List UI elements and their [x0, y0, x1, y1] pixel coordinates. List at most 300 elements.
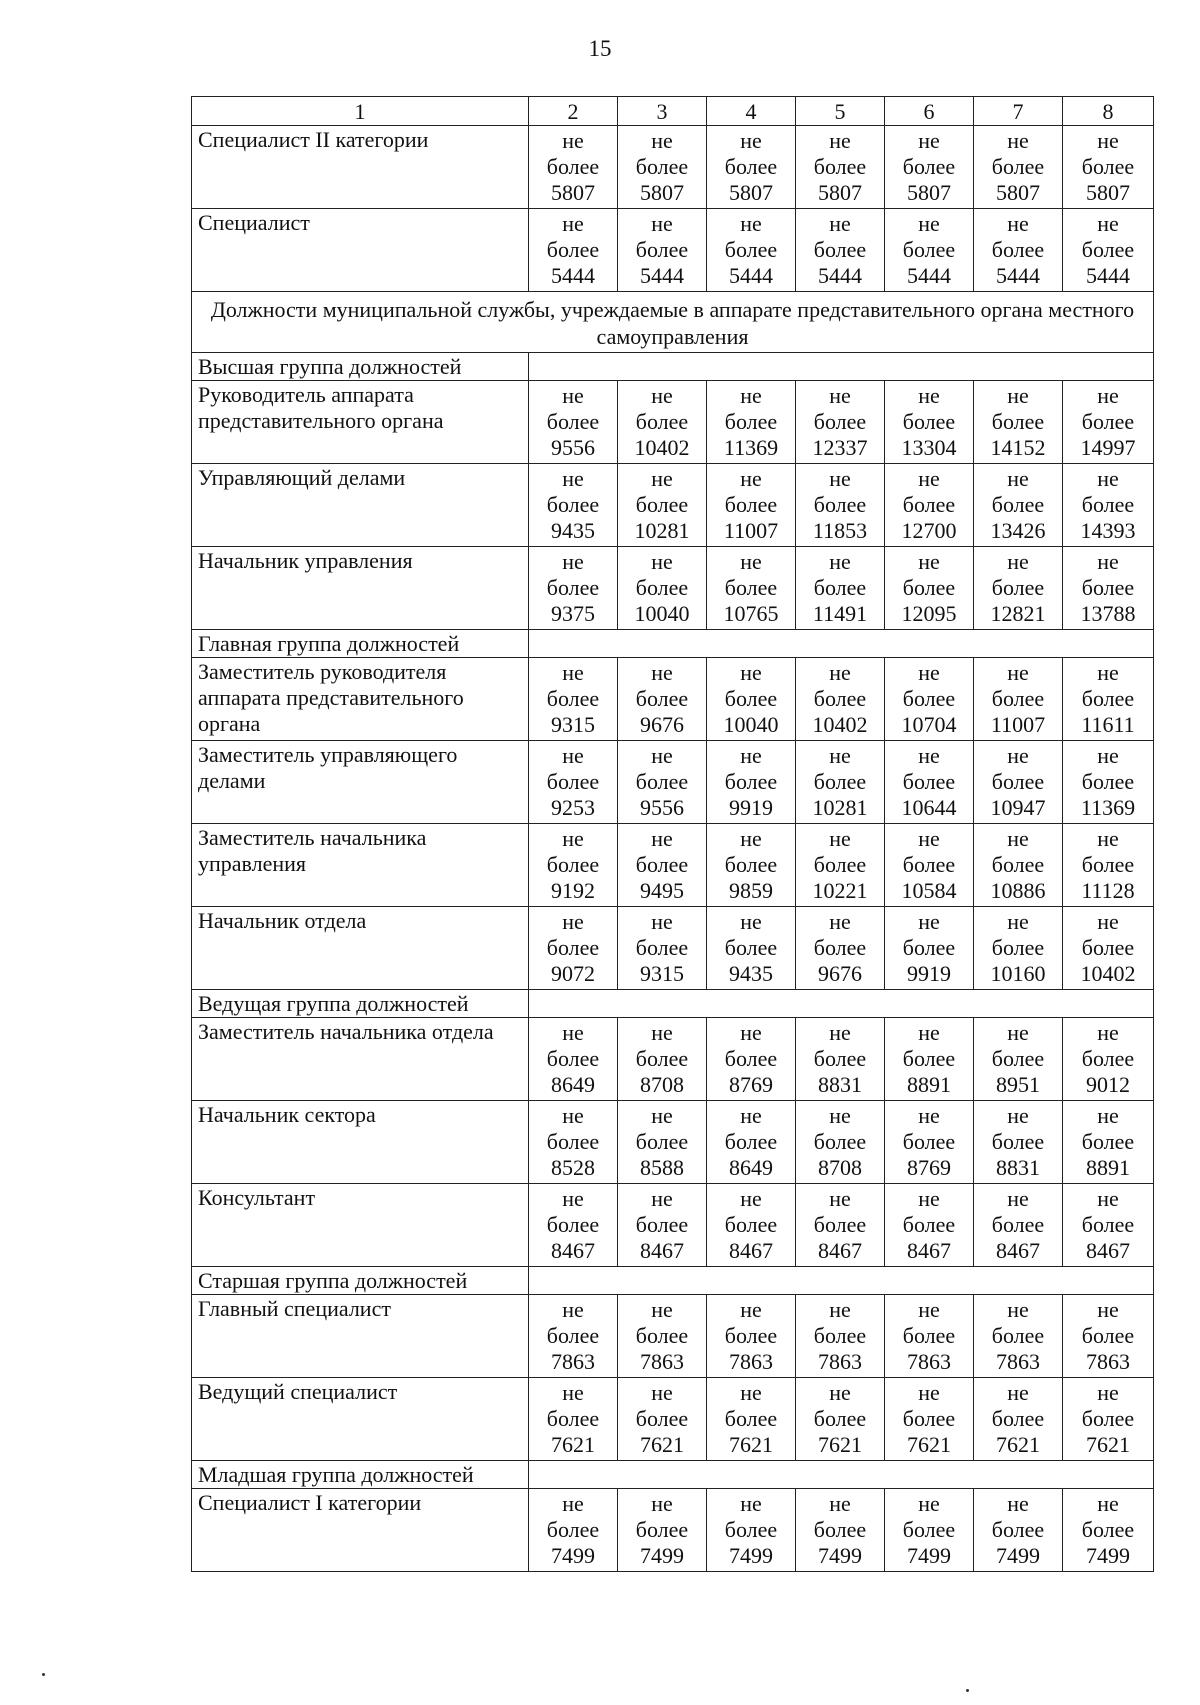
- salary-value: 7499: [907, 1543, 951, 1568]
- salary-cell: [974, 907, 1063, 990]
- salary-cell: [885, 1489, 974, 1572]
- salary-cell: [885, 1295, 974, 1378]
- prefix-bolee: более: [1081, 769, 1135, 794]
- salary-value: 8831: [818, 1072, 862, 1097]
- salary-cell: [529, 464, 618, 547]
- prefix-ne: не: [1097, 743, 1119, 768]
- prefix-ne: не: [1007, 211, 1029, 236]
- salary-value: 7863: [996, 1349, 1040, 1374]
- salary-value: 14393: [1080, 518, 1136, 543]
- prefix-bolee: более: [724, 1517, 778, 1542]
- position-title: Управляющий делами: [192, 464, 529, 547]
- prefix-ne: не: [562, 1297, 584, 1322]
- salary-cell: [1063, 824, 1154, 907]
- prefix-bolee: более: [635, 409, 689, 434]
- prefix-ne: не: [651, 909, 673, 934]
- table-row: [192, 1184, 1154, 1267]
- salary-value: 10644: [901, 795, 957, 820]
- header-cell: 4: [707, 97, 796, 126]
- salary-value: 12095: [901, 601, 957, 626]
- salary-value: 7621: [1086, 1432, 1130, 1457]
- prefix-bolee: более: [546, 1323, 600, 1348]
- salary-value: 9556: [551, 435, 595, 460]
- salary-cell: [885, 1378, 974, 1461]
- salary-value: 10040: [723, 712, 779, 737]
- prefix-ne: не: [562, 1186, 584, 1211]
- table-row: [192, 907, 1154, 990]
- prefix-bolee: более: [724, 935, 778, 960]
- salary-cell: [796, 126, 885, 209]
- position-title: Специалист: [192, 209, 529, 292]
- prefix-bolee: более: [546, 237, 600, 262]
- prefix-bolee: более: [635, 1517, 689, 1542]
- salary-cell: [974, 1489, 1063, 1572]
- salary-value: 5807: [996, 180, 1040, 205]
- prefix-bolee: более: [991, 769, 1045, 794]
- prefix-bolee: более: [902, 237, 956, 262]
- salary-cell: [618, 1018, 707, 1101]
- prefix-bolee: более: [991, 492, 1045, 517]
- prefix-ne: не: [918, 1297, 940, 1322]
- empty-cell: [529, 353, 1154, 381]
- prefix-bolee: более: [724, 1323, 778, 1348]
- empty-cell: [529, 1267, 1154, 1295]
- prefix-ne: не: [740, 1020, 762, 1045]
- salary-cell: [885, 381, 974, 464]
- prefix-bolee: более: [902, 1046, 956, 1071]
- salary-value: 5807: [640, 180, 684, 205]
- salary-cell: [796, 209, 885, 292]
- header-row: [192, 97, 1154, 126]
- salary-cell: [1063, 1018, 1154, 1101]
- prefix-ne: не: [1097, 909, 1119, 934]
- salary-cell: [707, 907, 796, 990]
- salary-value: 8467: [907, 1238, 951, 1263]
- salary-cell: [618, 381, 707, 464]
- salary-value: 7863: [551, 1349, 595, 1374]
- prefix-bolee: более: [813, 852, 867, 877]
- salary-value: 10765: [723, 601, 779, 626]
- salary-value: 7621: [640, 1432, 684, 1457]
- table-row: [192, 1489, 1154, 1572]
- salary-value: 8951: [996, 1072, 1040, 1097]
- salary-value: 10947: [990, 795, 1046, 820]
- section-row: [192, 292, 1154, 353]
- salary-cell: [885, 209, 974, 292]
- salary-cell: [885, 1184, 974, 1267]
- salary-value: 7499: [1086, 1543, 1130, 1568]
- prefix-bolee: более: [902, 154, 956, 179]
- prefix-bolee: более: [546, 154, 600, 179]
- salary-value: 8588: [640, 1155, 684, 1180]
- prefix-bolee: более: [1081, 154, 1135, 179]
- salary-cell: [796, 907, 885, 990]
- prefix-ne: не: [651, 466, 673, 491]
- prefix-bolee: более: [991, 409, 1045, 434]
- prefix-ne: не: [1097, 1186, 1119, 1211]
- salary-value: 7621: [551, 1432, 595, 1457]
- prefix-bolee: более: [902, 935, 956, 960]
- salary-cell: [796, 381, 885, 464]
- prefix-bolee: более: [724, 1046, 778, 1071]
- prefix-bolee: более: [813, 1406, 867, 1431]
- prefix-ne: не: [651, 660, 673, 685]
- prefix-ne: не: [651, 1103, 673, 1128]
- prefix-ne: не: [829, 128, 851, 153]
- prefix-ne: не: [562, 1380, 584, 1405]
- salary-value: 9919: [729, 795, 773, 820]
- salary-cell: [974, 1184, 1063, 1267]
- prefix-ne: не: [1007, 466, 1029, 491]
- salary-cell: [796, 464, 885, 547]
- prefix-ne: не: [740, 1186, 762, 1211]
- salary-value: 7863: [640, 1349, 684, 1374]
- table-row: [192, 658, 1154, 741]
- position-title: Специалист II категории: [192, 126, 529, 209]
- prefix-ne: не: [829, 826, 851, 851]
- prefix-ne: не: [740, 1491, 762, 1516]
- salary-cell: [618, 126, 707, 209]
- salary-cell: [529, 1184, 618, 1267]
- prefix-ne: не: [829, 1186, 851, 1211]
- prefix-ne: не: [829, 1380, 851, 1405]
- salary-value: 12337: [812, 435, 868, 460]
- salary-cell: [707, 209, 796, 292]
- salary-value: 11007: [723, 518, 779, 543]
- salary-value: 9859: [729, 878, 773, 903]
- prefix-bolee: более: [635, 935, 689, 960]
- salary-value: 7621: [996, 1432, 1040, 1457]
- scan-speck: [42, 1673, 45, 1676]
- group-title: Младшая группа должностей: [192, 1461, 529, 1489]
- salary-value: 5807: [818, 180, 862, 205]
- salary-cell: [529, 381, 618, 464]
- salary-value: 9012: [1086, 1072, 1130, 1097]
- prefix-ne: не: [562, 909, 584, 934]
- prefix-bolee: более: [991, 935, 1045, 960]
- salary-cell: [1063, 464, 1154, 547]
- prefix-ne: не: [1097, 383, 1119, 408]
- prefix-ne: не: [918, 383, 940, 408]
- empty-cell: [529, 990, 1154, 1018]
- salary-value: 8831: [996, 1155, 1040, 1180]
- salary-cell: [885, 741, 974, 824]
- prefix-ne: не: [651, 1491, 673, 1516]
- prefix-bolee: более: [635, 237, 689, 262]
- salary-cell: [707, 1018, 796, 1101]
- position-title: Заместитель начальника отдела: [192, 1018, 529, 1101]
- table-row: [192, 547, 1154, 630]
- salary-cell: [1063, 381, 1154, 464]
- prefix-bolee: более: [902, 852, 956, 877]
- prefix-bolee: более: [1081, 409, 1135, 434]
- salary-cell: [529, 824, 618, 907]
- salary-cell: [707, 1378, 796, 1461]
- prefix-bolee: более: [724, 1406, 778, 1431]
- section-title: Должности муниципальной службы, учреждаемые в аппарате представительного органа местного самоуправления: [192, 292, 1154, 353]
- salary-cell: [974, 1018, 1063, 1101]
- prefix-ne: не: [1007, 383, 1029, 408]
- salary-cell: [529, 1489, 618, 1572]
- prefix-bolee: более: [635, 154, 689, 179]
- prefix-bolee: более: [991, 1406, 1045, 1431]
- salary-value: 13304: [901, 435, 957, 460]
- prefix-bolee: более: [1081, 1212, 1135, 1237]
- salary-value: 8891: [1086, 1155, 1130, 1180]
- salary-cell: [529, 658, 618, 741]
- salary-value: 8467: [996, 1238, 1040, 1263]
- prefix-ne: не: [829, 466, 851, 491]
- salary-value: 9919: [907, 961, 951, 986]
- prefix-ne: не: [1097, 211, 1119, 236]
- prefix-bolee: более: [546, 1212, 600, 1237]
- salary-value: 8649: [551, 1072, 595, 1097]
- prefix-ne: не: [918, 1186, 940, 1211]
- prefix-ne: не: [740, 909, 762, 934]
- prefix-ne: не: [1097, 1491, 1119, 1516]
- salary-cell: [707, 1101, 796, 1184]
- salary-value: 7621: [818, 1432, 862, 1457]
- salary-value: 9192: [551, 878, 595, 903]
- prefix-ne: не: [918, 660, 940, 685]
- prefix-bolee: более: [813, 769, 867, 794]
- salary-cell: [529, 1295, 618, 1378]
- prefix-bolee: более: [902, 1212, 956, 1237]
- salary-value: 9556: [640, 795, 684, 820]
- prefix-ne: не: [651, 1297, 673, 1322]
- prefix-bolee: более: [902, 409, 956, 434]
- salary-cell: [1063, 1101, 1154, 1184]
- salary-cell: [974, 1101, 1063, 1184]
- prefix-ne: не: [740, 743, 762, 768]
- salary-value: 9375: [551, 601, 595, 626]
- salary-value: 8708: [640, 1072, 684, 1097]
- salary-cell: [1063, 658, 1154, 741]
- salary-value: 7499: [729, 1543, 773, 1568]
- prefix-ne: не: [1007, 1186, 1029, 1211]
- prefix-bolee: более: [902, 686, 956, 711]
- prefix-bolee: более: [813, 686, 867, 711]
- position-title: Главный специалист: [192, 1295, 529, 1378]
- salary-value: 10886: [990, 878, 1046, 903]
- prefix-bolee: более: [991, 1046, 1045, 1071]
- prefix-ne: не: [829, 383, 851, 408]
- salary-cell: [796, 741, 885, 824]
- salary-value: 10704: [901, 712, 957, 737]
- table-row: [192, 1295, 1154, 1378]
- prefix-ne: не: [918, 549, 940, 574]
- prefix-bolee: более: [635, 1046, 689, 1071]
- prefix-bolee: более: [1081, 575, 1135, 600]
- salary-value: 7621: [907, 1432, 951, 1457]
- salary-value: 5807: [729, 180, 773, 205]
- salary-cell: [885, 547, 974, 630]
- prefix-ne: не: [829, 1103, 851, 1128]
- salary-cell: [974, 1378, 1063, 1461]
- header-cell: 3: [618, 97, 707, 126]
- prefix-bolee: более: [902, 575, 956, 600]
- header-cell: 5: [796, 97, 885, 126]
- salary-cell: [885, 1018, 974, 1101]
- prefix-ne: не: [829, 660, 851, 685]
- prefix-ne: не: [740, 826, 762, 851]
- salary-value: 5444: [996, 263, 1040, 288]
- prefix-ne: не: [1007, 909, 1029, 934]
- prefix-bolee: более: [724, 409, 778, 434]
- page-number: 15: [588, 36, 612, 61]
- salary-value: 7863: [818, 1349, 862, 1374]
- prefix-ne: не: [829, 1020, 851, 1045]
- prefix-ne: не: [918, 1020, 940, 1045]
- salary-value: 9676: [818, 961, 862, 986]
- prefix-bolee: более: [813, 409, 867, 434]
- prefix-bolee: более: [635, 1406, 689, 1431]
- salary-value: 13788: [1080, 601, 1136, 626]
- prefix-ne: не: [562, 1491, 584, 1516]
- salary-cell: [796, 1101, 885, 1184]
- prefix-ne: не: [1097, 549, 1119, 574]
- salary-value: 5807: [551, 180, 595, 205]
- prefix-bolee: более: [1081, 237, 1135, 262]
- prefix-ne: не: [1007, 826, 1029, 851]
- salary-cell: [529, 1018, 618, 1101]
- prefix-ne: не: [651, 826, 673, 851]
- salary-cell: [1063, 741, 1154, 824]
- prefix-ne: не: [651, 128, 673, 153]
- salary-value: 9315: [640, 961, 684, 986]
- salary-value: 12821: [990, 601, 1046, 626]
- salary-value: 10281: [634, 518, 690, 543]
- salary-cell: [974, 547, 1063, 630]
- salary-value: 9435: [729, 961, 773, 986]
- empty-cell: [529, 630, 1154, 658]
- prefix-bolee: более: [635, 852, 689, 877]
- salary-value: 8467: [729, 1238, 773, 1263]
- prefix-bolee: более: [1081, 1046, 1135, 1071]
- prefix-ne: не: [562, 1103, 584, 1128]
- salary-value: 8467: [551, 1238, 595, 1263]
- prefix-ne: не: [740, 466, 762, 491]
- salary-cell: [885, 126, 974, 209]
- salary-cell: [885, 1101, 974, 1184]
- group-title: Высшая группа должностей: [192, 353, 529, 381]
- salary-cell: [1063, 1489, 1154, 1572]
- prefix-ne: не: [740, 549, 762, 574]
- salary-value: 7863: [729, 1349, 773, 1374]
- prefix-ne: не: [1097, 1020, 1119, 1045]
- salary-cell: [618, 907, 707, 990]
- prefix-bolee: более: [902, 769, 956, 794]
- prefix-ne: не: [1007, 1491, 1029, 1516]
- prefix-ne: не: [651, 549, 673, 574]
- salary-value: 7499: [551, 1543, 595, 1568]
- prefix-ne: не: [740, 660, 762, 685]
- prefix-ne: не: [1007, 1380, 1029, 1405]
- salary-cell: [885, 464, 974, 547]
- salary-value: 5444: [907, 263, 951, 288]
- position-title: Начальник управления: [192, 547, 529, 630]
- prefix-ne: не: [829, 1491, 851, 1516]
- salary-cell: [707, 1184, 796, 1267]
- salary-value: 14997: [1080, 435, 1136, 460]
- salary-cell: [796, 1378, 885, 1461]
- salary-cell: [707, 658, 796, 741]
- salary-cell: [618, 1378, 707, 1461]
- prefix-bolee: более: [991, 1517, 1045, 1542]
- salary-cell: [1063, 907, 1154, 990]
- salary-cell: [796, 1184, 885, 1267]
- prefix-ne: не: [1007, 128, 1029, 153]
- prefix-bolee: более: [724, 154, 778, 179]
- salary-value: 14152: [990, 435, 1046, 460]
- prefix-bolee: более: [546, 1046, 600, 1071]
- prefix-bolee: более: [546, 492, 600, 517]
- group-row: [192, 990, 1154, 1018]
- salary-value: 5444: [729, 263, 773, 288]
- salary-cell: [707, 381, 796, 464]
- salary-table: [191, 96, 1154, 1572]
- prefix-ne: не: [740, 383, 762, 408]
- salary-value: 11611: [1081, 712, 1135, 737]
- prefix-ne: не: [651, 1020, 673, 1045]
- salary-value: 7621: [729, 1432, 773, 1457]
- group-row: [192, 1267, 1154, 1295]
- salary-cell: [1063, 1378, 1154, 1461]
- salary-value: 10402: [812, 712, 868, 737]
- prefix-bolee: более: [635, 1129, 689, 1154]
- prefix-ne: не: [740, 1103, 762, 1128]
- prefix-ne: не: [740, 128, 762, 153]
- prefix-ne: не: [918, 1380, 940, 1405]
- salary-cell: [974, 381, 1063, 464]
- prefix-ne: не: [918, 128, 940, 153]
- prefix-bolee: более: [635, 575, 689, 600]
- salary-value: 10402: [634, 435, 690, 460]
- prefix-ne: не: [1097, 660, 1119, 685]
- table-row: [192, 1018, 1154, 1101]
- prefix-ne: не: [918, 211, 940, 236]
- prefix-bolee: более: [813, 492, 867, 517]
- salary-cell: [1063, 547, 1154, 630]
- group-row: [192, 630, 1154, 658]
- salary-cell: [618, 658, 707, 741]
- prefix-bolee: более: [813, 1129, 867, 1154]
- prefix-ne: не: [740, 1297, 762, 1322]
- prefix-bolee: более: [902, 1323, 956, 1348]
- position-title: Консультант: [192, 1184, 529, 1267]
- salary-value: 9253: [551, 795, 595, 820]
- position-title: Специалист I категории: [192, 1489, 529, 1572]
- prefix-bolee: более: [546, 1517, 600, 1542]
- salary-value: 8769: [907, 1155, 951, 1180]
- salary-value: 8528: [551, 1155, 595, 1180]
- salary-cell: [618, 741, 707, 824]
- salary-value: 13426: [990, 518, 1046, 543]
- salary-value: 7499: [818, 1543, 862, 1568]
- prefix-bolee: более: [724, 575, 778, 600]
- prefix-bolee: более: [546, 852, 600, 877]
- header-cell: 8: [1063, 97, 1154, 126]
- prefix-bolee: более: [724, 1212, 778, 1237]
- salary-cell: [618, 464, 707, 547]
- prefix-ne: не: [918, 1491, 940, 1516]
- prefix-ne: не: [1097, 1297, 1119, 1322]
- salary-cell: [796, 1018, 885, 1101]
- prefix-bolee: более: [813, 154, 867, 179]
- position-title: Начальник отдела: [192, 907, 529, 990]
- prefix-ne: не: [1007, 743, 1029, 768]
- salary-cell: [618, 824, 707, 907]
